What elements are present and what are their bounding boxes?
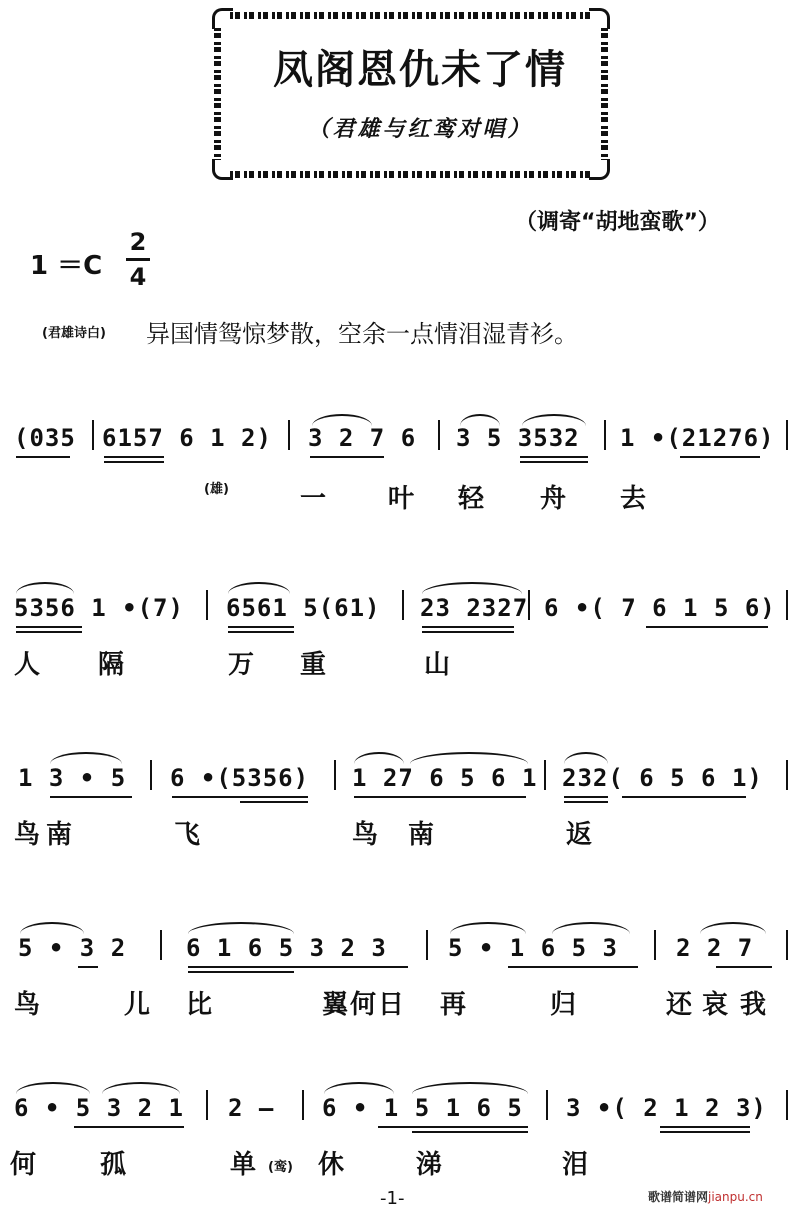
lyric: 重 <box>300 650 327 680</box>
barline <box>334 760 336 790</box>
barline <box>302 1090 304 1120</box>
slur <box>102 1082 180 1094</box>
lyric: 飞 <box>174 820 201 850</box>
beam <box>520 461 588 463</box>
measure: 2 2 7 <box>676 934 754 962</box>
lyric: 轻 <box>458 484 485 514</box>
measure: 6157 6 1 2) <box>102 424 272 452</box>
measure: (035 <box>14 424 76 452</box>
barline <box>786 590 788 620</box>
barline <box>426 930 428 960</box>
beam <box>422 631 514 633</box>
spoken-text: 异国情鸳惊梦散，空余一点情泪湿青衫。 <box>146 320 578 348</box>
tune-note: （调寄“胡地蛮歌”） <box>515 210 720 235</box>
slur <box>552 922 630 934</box>
slur <box>312 414 372 426</box>
page-number: -1- <box>380 1188 405 1209</box>
beam <box>354 796 526 798</box>
frame-bottom-border <box>230 171 592 178</box>
slur <box>522 414 586 426</box>
beam <box>412 1131 528 1133</box>
measure: 6 • 1 5 1 6 5 <box>322 1094 523 1122</box>
watermark <box>648 1188 763 1205</box>
measure: 3 •( 2 1 2 3) <box>566 1094 767 1122</box>
lyric: 鸟 <box>14 990 41 1020</box>
time-signature-bottom: 4 <box>129 263 147 291</box>
barline <box>92 420 94 450</box>
slur <box>50 752 122 764</box>
beam <box>240 801 308 803</box>
lyric: 涕 <box>416 1150 443 1180</box>
frame-corner <box>589 8 610 29</box>
frame-top-border <box>230 12 592 19</box>
lyric: 舟 <box>540 484 567 514</box>
measure: 6 1 6 5 3 2 3 <box>186 934 387 962</box>
lyric: 儿 <box>124 990 151 1020</box>
barline <box>206 1090 208 1120</box>
watermark-domain: jianpu.cn <box>708 1190 763 1204</box>
barline <box>786 930 788 960</box>
measure: 6 • 5 3 2 1 <box>14 1094 184 1122</box>
slur <box>16 1082 90 1094</box>
lyric: 叶 <box>388 484 415 514</box>
beam <box>508 966 638 968</box>
barline <box>546 1090 548 1120</box>
barline <box>544 760 546 790</box>
beam <box>172 796 308 798</box>
lyric: 一 <box>300 484 327 514</box>
beam <box>422 626 514 628</box>
lyric: 日 <box>378 990 405 1020</box>
beam <box>228 626 294 628</box>
slur <box>700 922 766 934</box>
frame-right-border <box>601 28 608 160</box>
beam <box>188 966 408 968</box>
time-signature-top: 2 <box>129 228 147 256</box>
barline <box>786 760 788 790</box>
beam <box>228 631 294 633</box>
beam <box>646 626 768 628</box>
lyric: 返 <box>566 820 593 850</box>
slur <box>564 752 608 764</box>
lyric: 鸟 <box>352 820 379 850</box>
beam <box>310 456 384 458</box>
beam <box>78 966 98 968</box>
frame-corner <box>212 8 233 29</box>
lyric: 万 <box>228 650 255 680</box>
measure: 232( 6 5 6 1) <box>562 764 763 792</box>
beam <box>680 456 760 458</box>
slur <box>460 414 500 426</box>
slur <box>410 752 528 764</box>
measure: 1 3 • 5 <box>18 764 127 792</box>
barline <box>150 760 152 790</box>
slur <box>188 922 294 934</box>
beam <box>104 456 164 458</box>
beam <box>188 971 294 973</box>
beam <box>564 801 608 803</box>
lyric: 还 <box>666 990 693 1020</box>
beam <box>16 626 82 628</box>
measure: 3 5 3532 <box>456 424 580 452</box>
lyric: 何 <box>10 1150 37 1180</box>
lyric: 孤 <box>100 1150 127 1180</box>
lyric: 何 <box>350 990 377 1020</box>
key-signature: 1 ＝C <box>30 251 103 281</box>
time-signature-bar <box>126 258 150 261</box>
frame-corner <box>589 159 610 180</box>
slur <box>20 922 84 934</box>
beam <box>104 461 164 463</box>
watermark-text: 歌谱简谱网 <box>648 1190 709 1204</box>
slur <box>324 1082 394 1094</box>
lyric: 单 <box>230 1150 257 1180</box>
measure: 6561 5(61) <box>226 594 381 622</box>
barline <box>786 1090 788 1120</box>
singer-tag: (雄) <box>204 482 229 497</box>
beam <box>16 456 70 458</box>
beam <box>564 796 608 798</box>
lyric: 泪 <box>562 1150 589 1180</box>
song-title: 凤阁恩仇未了情 <box>273 47 567 93</box>
slur <box>354 752 404 764</box>
measure: 23 2327 <box>420 594 529 622</box>
beam <box>16 631 82 633</box>
barline <box>438 420 440 450</box>
lyric: 比 <box>186 990 213 1020</box>
lyric: 翼 <box>322 990 349 1020</box>
measure: 2 — <box>228 1094 275 1122</box>
beam <box>50 796 132 798</box>
frame-left-border <box>214 28 221 160</box>
lyric: 休 <box>318 1150 345 1180</box>
lyric: 再 <box>440 990 467 1020</box>
song-subtitle: （君雄与红鸾对唱） <box>307 117 533 142</box>
slur <box>228 582 290 594</box>
slur <box>422 582 522 594</box>
measure: 5 • 3 2 <box>18 934 127 962</box>
beam <box>622 796 746 798</box>
barline <box>288 420 290 450</box>
lyric: 归 <box>550 990 577 1020</box>
beam <box>378 1126 528 1128</box>
lyric: 隔 <box>98 650 125 680</box>
barline <box>654 930 656 960</box>
lyric: 南 <box>46 820 73 850</box>
lyric: 山 <box>424 650 451 680</box>
lyric: 人 <box>14 650 41 680</box>
beam <box>74 1126 184 1128</box>
beam <box>716 966 772 968</box>
measure: 3 2 7 6 <box>308 424 417 452</box>
barline <box>786 420 788 450</box>
beam <box>520 456 588 458</box>
beam <box>660 1131 750 1133</box>
measure: 6 •( 7 6 1 5 6) <box>544 594 776 622</box>
barline <box>160 930 162 960</box>
measure: 1 27 6 5 6 1 <box>352 764 538 792</box>
slur <box>450 922 526 934</box>
frame-corner <box>212 159 233 180</box>
barline <box>528 590 530 620</box>
barline <box>402 590 404 620</box>
lyric: 哀 <box>702 990 729 1020</box>
barline <box>604 420 606 450</box>
singer-tag: (鸾) <box>268 1160 293 1175</box>
measure: 5 • 1 6 5 3 <box>448 934 618 962</box>
measure: 5356 1 •(7) <box>14 594 184 622</box>
lyric: 鸟 <box>14 820 41 850</box>
beam <box>660 1126 750 1128</box>
barline <box>206 590 208 620</box>
lyric: 我 <box>740 990 767 1020</box>
measure: 6 •(5356) <box>170 764 310 792</box>
slur <box>412 1082 528 1094</box>
slur <box>16 582 74 594</box>
lyric: 去 <box>620 484 647 514</box>
measure: 1 •(21276) <box>620 424 775 452</box>
lyric: 南 <box>408 820 435 850</box>
time-signature <box>126 228 150 291</box>
spoken-tag: (君雄诗白) <box>42 326 106 341</box>
